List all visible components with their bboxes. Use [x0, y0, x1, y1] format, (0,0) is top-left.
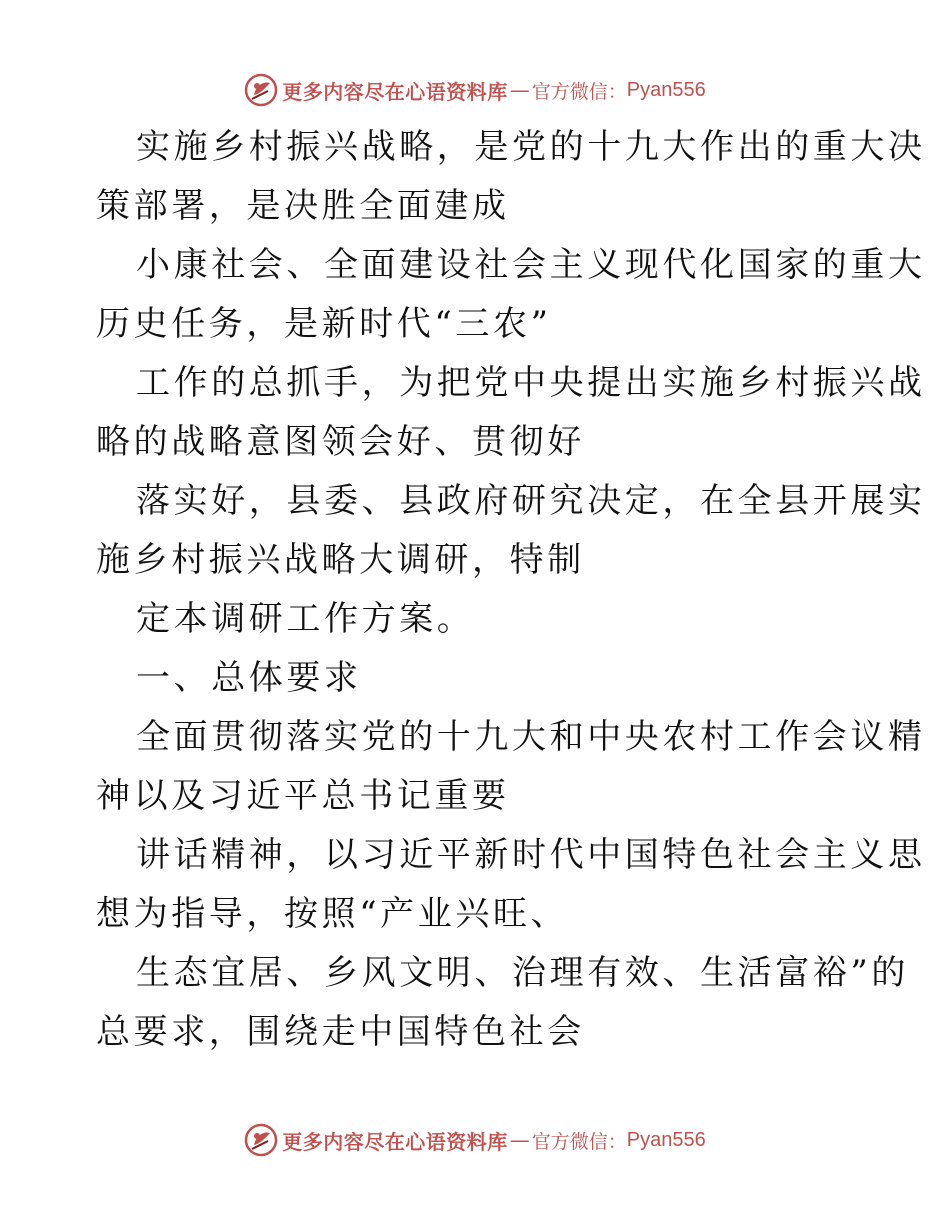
- body-line: 讲话精神，以习近平新时代中国特色社会主义思: [136, 835, 926, 875]
- flower-logo-icon: [244, 73, 278, 107]
- body-line: 历史任务，是新时代“三农”: [96, 304, 552, 344]
- body-line: 落实好，县委、县政府研究决定，在全县开展实: [136, 481, 926, 521]
- body-line: 总要求，围绕走中国特色社会: [96, 1012, 585, 1052]
- footer-dash: —: [509, 1128, 530, 1152]
- header-banner: [0, 70, 950, 110]
- body-line: 小康社会、全面建设社会主义现代化国家的重大: [136, 245, 926, 285]
- body-line: 略的战略意图领会好、贯彻好: [96, 422, 585, 462]
- body-line: 工作的总抓手，为把党中央提出实施乡村振兴战: [136, 363, 926, 403]
- section-heading: 一、总体要求: [136, 658, 362, 698]
- footer-wechat-label: 官方微信：: [531, 1130, 627, 1153]
- body-line: 生态宜居、乡风文明、治理有效、生活富裕”的: [136, 953, 909, 993]
- flower-logo-icon: [244, 1123, 278, 1157]
- body-line: 想为指导，按照“产业兴旺、: [96, 894, 569, 934]
- footer-slogan: 更多内容尽在心语资料库: [282, 1129, 508, 1154]
- body-line: 全面贯彻落实党的十九大和中央农村工作会议精: [136, 717, 926, 757]
- body-line: 神以及习近平总书记重要: [96, 776, 510, 816]
- footer-banner: [0, 1120, 950, 1160]
- body-line: 策部署，是决胜全面建成: [96, 186, 510, 226]
- body-line: 定本调研工作方案。: [136, 599, 475, 639]
- banner-slogan: 更多内容尽在心语资料库: [282, 79, 508, 104]
- banner-wechat-label: 官方微信：: [531, 80, 627, 103]
- document-body: [96, 118, 926, 1062]
- banner-wechat-id: Pyan556: [626, 78, 706, 101]
- body-line: 施乡村振兴战略大调研，特制: [96, 540, 585, 580]
- footer-wechat-id: Pyan556: [626, 1128, 706, 1151]
- body-line: 实施乡村振兴战略，是党的十九大作出的重大决: [136, 127, 926, 167]
- banner-dash: —: [509, 78, 530, 102]
